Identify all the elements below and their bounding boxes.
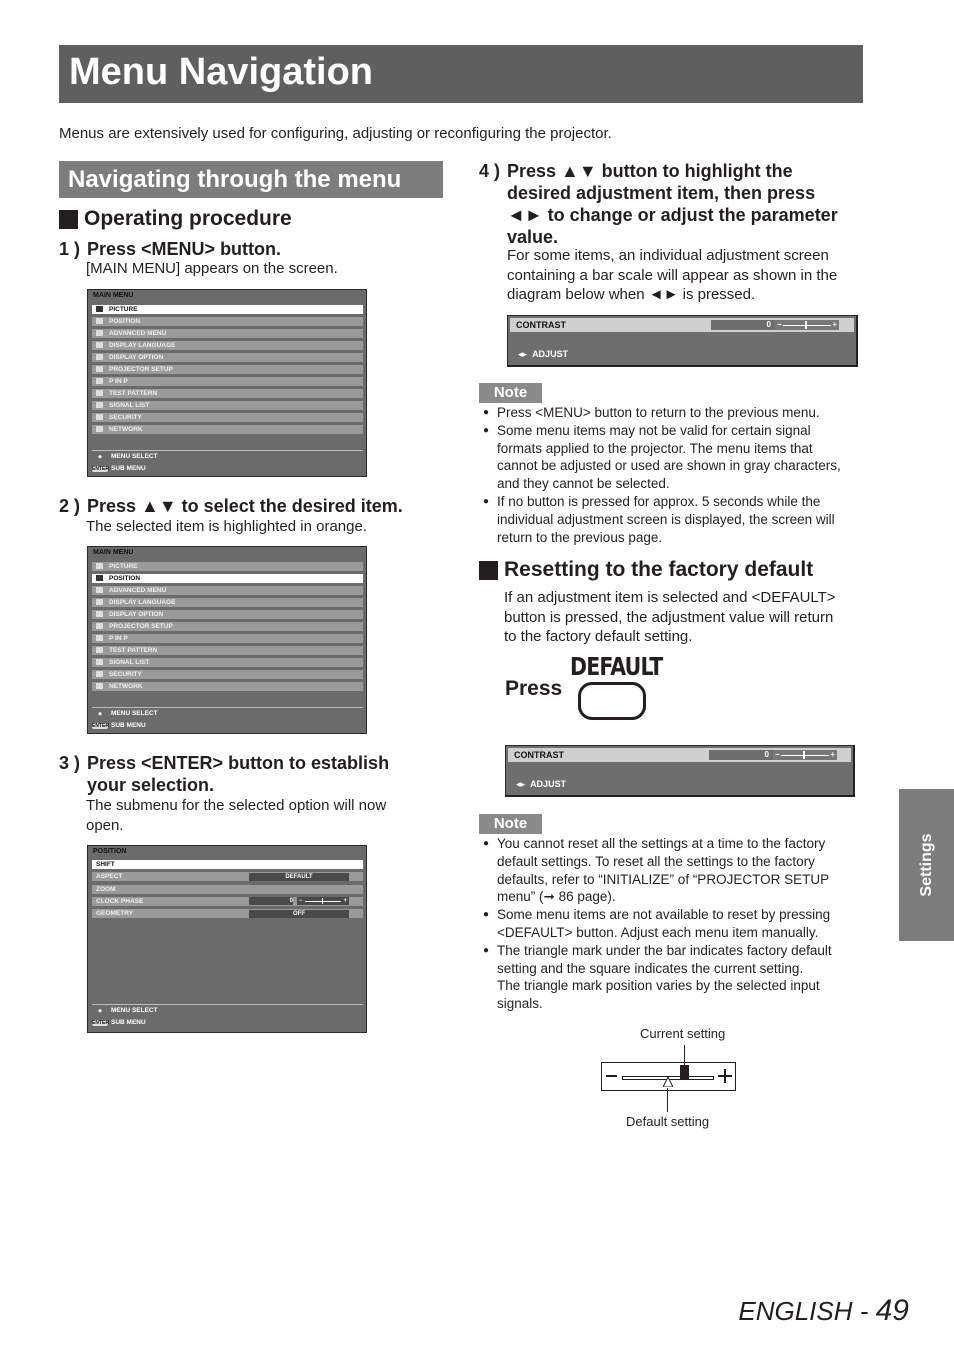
step-title: Press <ENTER> button to establish (87, 753, 390, 773)
sub-menu-label: SUB MENU (111, 722, 146, 729)
default-pointer-line (667, 1088, 668, 1112)
menu-item-label: PICTURE (109, 563, 138, 570)
up-down-arrow-icon: ◆ (98, 1008, 102, 1014)
menu-item-label: TEST PATTERN (109, 390, 158, 397)
menu-item-icon (96, 623, 103, 629)
page-title: Menu Navigation (69, 51, 374, 93)
note-line: default settings. To reset all the settings to the factory (497, 853, 815, 869)
left-right-arrow-icon: ◂▸ (516, 779, 526, 789)
menu-item-icon (96, 426, 103, 432)
minus-icon: − (299, 898, 303, 905)
press-label: Press (505, 677, 563, 700)
body-line: If an adjustment item is selected and <DEFAULT> (504, 589, 836, 606)
page-title-bar (59, 45, 863, 103)
body-line: open. (86, 816, 124, 834)
slider-marker (322, 898, 323, 904)
main-menu-screen-1 (87, 289, 367, 477)
menu-item[interactable] (92, 317, 363, 326)
submenu-item[interactable] (92, 885, 363, 894)
bullet-icon: ● (483, 944, 490, 956)
contrast-row (508, 748, 851, 762)
menu-item-icon (96, 659, 103, 665)
menu-item[interactable] (92, 389, 363, 398)
square-bullet-icon (59, 210, 78, 229)
note-line: return to the previous page. (497, 529, 663, 545)
plus-icon: + (830, 750, 835, 759)
step-1-body: [MAIN MENU] appears on the screen. (86, 260, 338, 277)
step-title: your selection. (87, 775, 215, 795)
menu-select-label: MENU SELECT (111, 1007, 158, 1014)
side-tab-label: Settings (917, 833, 935, 897)
menu-item-icon (96, 611, 103, 617)
bullet-icon: ● (483, 496, 490, 507)
menu-item[interactable] (92, 401, 363, 410)
menu-item-icon (96, 366, 103, 372)
submenu-item[interactable] (92, 897, 363, 906)
menu-item[interactable] (92, 413, 363, 422)
note-line: Some menu items may not be valid for certain signal (497, 422, 811, 438)
adjust-label: ADJUST (530, 779, 567, 789)
body-line: to the factory default setting. (504, 628, 693, 645)
menu-item[interactable] (92, 341, 363, 350)
minus-icon: − (775, 750, 780, 759)
default-button-label: DEFAULT (570, 652, 663, 681)
enter-key-icon: ENTER (92, 466, 109, 472)
step-4-body (507, 246, 837, 305)
plus-icon: + (832, 320, 837, 329)
menu-item-label: NETWORK (109, 683, 143, 690)
footer-language: ENGLISH - (738, 1296, 876, 1326)
menu-item-icon (96, 683, 103, 689)
menu-item-icon (96, 318, 103, 324)
current-setting-square (680, 1065, 689, 1079)
menu-select-hint (92, 453, 158, 460)
menu-item-label: POSITION (109, 575, 141, 582)
clock-phase-slider (297, 897, 349, 905)
up-down-arrow-icon: ◆ (98, 711, 102, 717)
menu-select-hint (92, 1007, 158, 1014)
note-line: If no button is pressed for approx. 5 seconds while the (497, 494, 821, 509)
divider (92, 450, 363, 451)
note-line: <DEFAULT> button. Adjust each menu item manually. (497, 924, 819, 940)
enter-key-icon: ENTER (92, 723, 109, 729)
menu-header: MAIN MENU (93, 292, 134, 299)
section-heading-bar (59, 161, 443, 198)
menu-item-label: SIGNAL LIST (109, 402, 150, 409)
menu-item-label: PROJECTOR SETUP (109, 623, 173, 630)
menu-select-hint (92, 710, 158, 717)
menu-item-icon (96, 342, 103, 348)
menu-item-icon (96, 599, 103, 605)
menu-item-icon (96, 402, 103, 408)
menu-item[interactable] (92, 682, 363, 691)
page-footer (738, 1294, 909, 1328)
sub-menu-hint (92, 722, 146, 729)
default-setting-label: Default setting (626, 1114, 710, 1129)
aspect-value: DEFAULT (249, 873, 349, 881)
menu-item[interactable] (92, 353, 363, 362)
sub-menu-hint (92, 465, 146, 472)
note-line: The triangle mark position varies by the selected input (497, 978, 820, 994)
note-line: and they cannot be selected. (497, 476, 670, 492)
menu-item-label: SECURITY (109, 671, 142, 678)
submenu-item-label: ASPECT (96, 873, 123, 881)
menu-header: MAIN MENU (93, 549, 134, 556)
step-number: 1 ) (59, 239, 81, 259)
sub-menu-label: SUB MENU (111, 465, 146, 472)
square-bullet-icon (479, 561, 498, 580)
menu-item-icon (96, 306, 103, 312)
slider-marker (805, 321, 807, 329)
menu-item-label: SIGNAL LIST (109, 659, 150, 666)
operating-procedure-label: Operating procedure (84, 207, 292, 230)
menu-item[interactable] (92, 305, 363, 314)
adjust-hint (516, 779, 566, 790)
note-line: individual adjustment screen is displayed, the screen will (497, 511, 835, 527)
bullet-icon: ● (483, 838, 490, 849)
note-tag-1: Note (479, 383, 542, 403)
note-line: formats applied to the projector. The menu items that (497, 440, 813, 456)
adjust-label: ADJUST (532, 349, 569, 359)
menu-item[interactable] (92, 610, 363, 619)
menu-item-icon (96, 390, 103, 396)
step-title: Press <MENU> button. (87, 239, 282, 259)
menu-item-icon (96, 330, 103, 336)
note-line: You cannot reset all the settings at a time to the factory (497, 836, 826, 851)
menu-item-icon (96, 647, 103, 653)
submenu-item-label: SHIFT (96, 861, 115, 868)
submenu-item-label: CLOCK PHASE (96, 897, 144, 905)
contrast-label: CONTRAST (516, 320, 566, 330)
note-line: setting and the square indicates the current setting. (497, 960, 804, 976)
menu-item[interactable] (92, 658, 363, 667)
menu-item[interactable] (92, 329, 363, 338)
menu-item[interactable] (92, 574, 363, 583)
body-line: For some items, an individual adjustment screen (507, 247, 829, 264)
menu-item-label: TEST PATTERN (109, 647, 158, 654)
menu-item[interactable] (92, 646, 363, 655)
operating-procedure-heading (59, 207, 292, 231)
step-number: 3 ) (59, 753, 81, 773)
body-line: button is pressed, the adjustment value will return (504, 608, 834, 626)
menu-item[interactable] (92, 586, 363, 595)
step-title: desired adjustment item, then press (507, 183, 816, 203)
menu-item-icon (96, 671, 103, 677)
default-setting-triangle (663, 1077, 673, 1087)
note-line: menu” (➞ 86 page). (497, 889, 616, 905)
menu-item-label: POSITION (109, 318, 141, 325)
reset-body (504, 588, 836, 647)
note-line: signals. (497, 996, 543, 1012)
step-number: 2 ) (59, 496, 81, 516)
section-heading: Navigating through the menu (68, 166, 402, 193)
step-title: Press ▲▼ to select the desired item. (87, 496, 403, 516)
minus-icon: − (777, 320, 782, 329)
reset-heading-label: Resetting to the factory default (504, 558, 814, 581)
divider (92, 707, 363, 708)
menu-item[interactable] (92, 562, 363, 571)
menu-item-icon (96, 354, 103, 360)
menu-item-label: DISPLAY OPTION (109, 354, 164, 361)
plus-icon (718, 1069, 732, 1083)
menu-header: POSITION (93, 848, 127, 855)
step-2-body: The selected item is highlighted in orange. (86, 518, 368, 535)
sub-menu-hint (92, 1019, 146, 1026)
menu-item-icon (96, 587, 103, 593)
plus-icon: + (343, 898, 347, 905)
menu-select-label: MENU SELECT (111, 453, 158, 460)
slider-marker (803, 751, 805, 759)
submenu-item[interactable] (92, 872, 363, 881)
page-number: 49 (875, 1294, 909, 1327)
divider (92, 1004, 363, 1005)
contrast-value: 0 (711, 320, 775, 330)
contrast-value: 0 (709, 750, 773, 760)
menu-item-label: NETWORK (109, 426, 143, 433)
step-number: 4 ) (479, 161, 501, 181)
menu-item[interactable] (92, 598, 363, 607)
note-line: Some menu items are not available to reset by pressing (497, 907, 831, 923)
geometry-value: OFF (249, 910, 349, 918)
menu-item[interactable] (92, 425, 363, 434)
left-right-arrow-icon: ◂▸ (518, 349, 528, 359)
menu-item-label: P IN P (109, 635, 128, 642)
submenu-item-label: GEOMETRY (96, 910, 133, 918)
body-line: containing a bar scale will appear as shown in the (507, 266, 838, 284)
menu-item-icon (96, 575, 103, 581)
menu-item-label: DISPLAY LANGUAGE (109, 342, 176, 349)
clock-phase-value: 0 (249, 897, 293, 905)
reset-heading (479, 558, 813, 582)
submenu-item[interactable] (92, 909, 363, 918)
main-menu-screen-2 (87, 546, 367, 734)
settings-side-tab (899, 789, 954, 941)
menu-select-label: MENU SELECT (111, 710, 158, 717)
menu-item[interactable] (92, 622, 363, 631)
position-menu-screen (87, 845, 367, 1033)
note-line: cannot be adjusted or used are shown in gray characters, (497, 458, 841, 474)
current-setting-label: Current setting (640, 1026, 726, 1041)
menu-item[interactable] (92, 670, 363, 679)
menu-item-label: PROJECTOR SETUP (109, 366, 173, 373)
up-down-arrow-icon: ◆ (98, 454, 102, 460)
intro-text: Menus are extensively used for configuring, adjusting or reconfiguring the projector. (59, 125, 612, 142)
submenu-item-label: ZOOM (96, 885, 116, 893)
menu-item-icon (96, 414, 103, 420)
contrast-screen-2 (505, 745, 855, 797)
menu-item-icon (96, 635, 103, 641)
menu-item[interactable] (92, 634, 363, 643)
menu-item[interactable] (92, 365, 363, 374)
menu-item-label: PICTURE (109, 306, 138, 313)
note-line: The triangle mark under the bar indicates factory default (497, 942, 832, 958)
submenu-item[interactable] (92, 860, 363, 869)
menu-item-label: SECURITY (109, 414, 142, 421)
default-button-icon (578, 682, 646, 720)
step-title: ◄► to change or adjust the parameter (507, 205, 838, 225)
bar-scale-diagram (601, 1062, 736, 1091)
note-tag-2: Note (479, 814, 542, 834)
step-title: Press ▲▼ button to highlight the (507, 161, 793, 181)
body-line: The submenu for the selected option will now (86, 797, 387, 814)
step-title: value. (507, 227, 559, 247)
menu-item-label: ADVANCED MENU (109, 330, 167, 337)
minus-icon (606, 1075, 617, 1077)
menu-item[interactable] (92, 377, 363, 386)
contrast-slider (773, 750, 837, 760)
menu-item-label: DISPLAY LANGUAGE (109, 599, 176, 606)
sub-menu-label: SUB MENU (111, 1019, 146, 1026)
enter-key-icon: ENTER (92, 1020, 109, 1026)
menu-item-label: DISPLAY OPTION (109, 611, 164, 618)
bullet-icon: ● (483, 424, 490, 436)
contrast-slider (775, 320, 839, 330)
menu-item-label: ADVANCED MENU (109, 587, 167, 594)
contrast-row (510, 318, 854, 332)
adjust-hint (518, 349, 568, 360)
menu-item-label: P IN P (109, 378, 128, 385)
step-3-body (86, 796, 386, 835)
body-line: diagram below when ◄► is pressed. (507, 286, 756, 303)
note-line: Press <MENU> button to return to the previous menu. (497, 405, 820, 420)
note-line: defaults, refer to “INITIALIZE” of “PROJECTOR SETUP (497, 871, 830, 887)
contrast-label: CONTRAST (514, 750, 564, 760)
contrast-screen-1 (507, 315, 858, 367)
bullet-icon: ● (483, 909, 490, 921)
bullet-icon: ● (483, 407, 490, 418)
menu-item-icon (96, 378, 103, 384)
menu-item-icon (96, 563, 103, 569)
